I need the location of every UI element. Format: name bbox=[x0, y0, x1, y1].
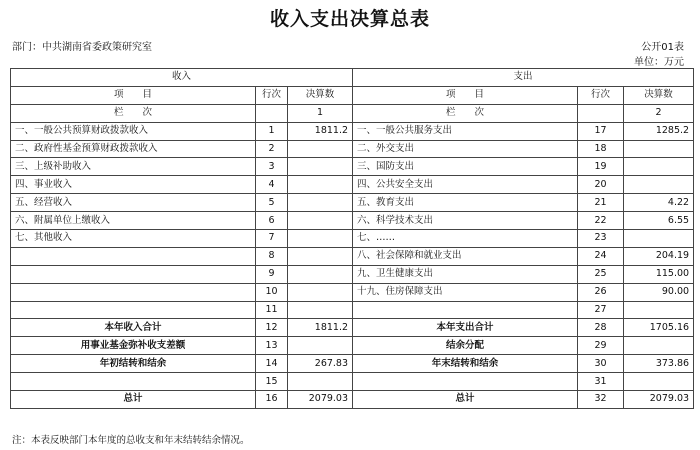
income-line-number: 8 bbox=[256, 247, 288, 265]
expense-amount: 115.00 bbox=[624, 265, 694, 283]
expense-amount-header: 决算数 bbox=[624, 86, 694, 104]
income-amount bbox=[288, 230, 353, 248]
expense-line-number: 31 bbox=[578, 373, 624, 391]
expense-total-amount: 1705.16 bbox=[624, 319, 694, 337]
income-grand-total-label: 总计 bbox=[11, 391, 256, 409]
footnote: 注：本表反映部门本年度的总收支和年末结转结余情况。 bbox=[12, 435, 250, 446]
expense-amount bbox=[624, 337, 694, 355]
income-lanci-label: 栏 次 bbox=[11, 104, 256, 122]
expense-amount bbox=[624, 301, 694, 319]
income-line-header: 行次 bbox=[256, 86, 288, 104]
expense-line-number: 29 bbox=[578, 337, 624, 355]
expense-lanci-label: 栏 次 bbox=[353, 104, 578, 122]
income-item-name: 二、政府性基金预算财政拨款收入 bbox=[11, 140, 256, 158]
department-label: 部门：中共湖南省委政策研究室 bbox=[12, 42, 152, 53]
expense-amount: 6.55 bbox=[624, 212, 694, 230]
income-item-name bbox=[11, 301, 256, 319]
income-item-name bbox=[11, 247, 256, 265]
income-line-number: 2 bbox=[256, 140, 288, 158]
expense-item-name bbox=[353, 301, 578, 319]
table-row bbox=[11, 158, 694, 176]
expense-grand-total-amount: 2079.03 bbox=[624, 391, 694, 409]
expense-item-name: 一、一般公共服务支出 bbox=[353, 122, 578, 140]
income-item-name: 一、一般公共预算财政拨款收入 bbox=[11, 122, 256, 140]
income-amount bbox=[288, 301, 353, 319]
expense-item-name: 二、外交支出 bbox=[353, 140, 578, 158]
expense-item-name: 七、…… bbox=[353, 230, 578, 248]
expense-col-number: 2 bbox=[624, 104, 694, 122]
expense-item-name bbox=[353, 373, 578, 391]
annual-total-row bbox=[11, 319, 694, 337]
income-item-name: 四、事业收入 bbox=[11, 176, 256, 194]
expense-line-number: 17 bbox=[578, 122, 624, 140]
expense-line-number: 18 bbox=[578, 140, 624, 158]
empty-cell bbox=[578, 104, 624, 122]
expense-line-number: 19 bbox=[578, 158, 624, 176]
expense-line-number: 20 bbox=[578, 176, 624, 194]
expense-line-number: 23 bbox=[578, 230, 624, 248]
income-item-name bbox=[11, 373, 256, 391]
income-amount bbox=[288, 176, 353, 194]
expense-item-header: 项 目 bbox=[353, 86, 578, 104]
expense-line-number: 21 bbox=[578, 194, 624, 212]
income-amount bbox=[288, 337, 353, 355]
column-header-row bbox=[11, 86, 694, 104]
expense-item-name: 四、公共安全支出 bbox=[353, 176, 578, 194]
summary-table bbox=[10, 68, 694, 409]
unit-label: 单位：万元 bbox=[634, 57, 684, 68]
income-col-number: 1 bbox=[288, 104, 353, 122]
income-line-number: 6 bbox=[256, 212, 288, 230]
income-line-number: 7 bbox=[256, 230, 288, 248]
income-line-number: 4 bbox=[256, 176, 288, 194]
report-title: 收入支出决算总表 bbox=[269, 8, 430, 30]
income-line-number: 9 bbox=[256, 265, 288, 283]
expense-item-name: 年末结转和结余 bbox=[353, 355, 578, 373]
table-row bbox=[11, 194, 694, 212]
income-amount: 1811.2 bbox=[288, 122, 353, 140]
table-row bbox=[11, 373, 694, 391]
table-row bbox=[11, 301, 694, 319]
expense-line-number: 26 bbox=[578, 283, 624, 301]
expense-amount: 204.19 bbox=[624, 247, 694, 265]
expense-header: 支出 bbox=[353, 69, 694, 87]
expense-grand-total-label: 总计 bbox=[353, 391, 578, 409]
expense-item-name: 结余分配 bbox=[353, 337, 578, 355]
income-total-amount: 1811.2 bbox=[288, 319, 353, 337]
income-amount-header: 决算数 bbox=[288, 86, 353, 104]
income-total-label: 本年收入合计 bbox=[11, 319, 256, 337]
income-amount bbox=[288, 265, 353, 283]
table-row bbox=[11, 176, 694, 194]
table-row bbox=[11, 140, 694, 158]
expense-amount: 373.86 bbox=[624, 355, 694, 373]
expense-amount bbox=[624, 373, 694, 391]
income-amount bbox=[288, 373, 353, 391]
expense-line-number: 25 bbox=[578, 265, 624, 283]
expense-total-line: 28 bbox=[578, 319, 624, 337]
income-line-number: 14 bbox=[256, 355, 288, 373]
table-row bbox=[11, 337, 694, 355]
expense-item-name: 五、教育支出 bbox=[353, 194, 578, 212]
expense-item-name: 十九、住房保障支出 bbox=[353, 283, 578, 301]
table-row bbox=[11, 283, 694, 301]
expense-amount: 90.00 bbox=[624, 283, 694, 301]
expense-item-name: 九、卫生健康支出 bbox=[353, 265, 578, 283]
table-row bbox=[11, 247, 694, 265]
income-line-number: 13 bbox=[256, 337, 288, 355]
income-amount bbox=[288, 158, 353, 176]
expense-amount bbox=[624, 176, 694, 194]
income-line-number: 3 bbox=[256, 158, 288, 176]
expense-line-number: 30 bbox=[578, 355, 624, 373]
expense-amount: 1285.2 bbox=[624, 122, 694, 140]
form-number: 公开01表 bbox=[641, 42, 684, 53]
income-amount bbox=[288, 212, 353, 230]
income-grand-total-line: 16 bbox=[256, 391, 288, 409]
income-line-number: 11 bbox=[256, 301, 288, 319]
income-item-name bbox=[11, 283, 256, 301]
expense-line-number: 24 bbox=[578, 247, 624, 265]
table-row bbox=[11, 355, 694, 373]
income-item-name: 七、其他收入 bbox=[11, 230, 256, 248]
expense-item-name: 三、国防支出 bbox=[353, 158, 578, 176]
expense-amount: 4.22 bbox=[624, 194, 694, 212]
income-item-name bbox=[11, 265, 256, 283]
expense-line-header: 行次 bbox=[578, 86, 624, 104]
expense-line-number: 22 bbox=[578, 212, 624, 230]
income-item-header: 项 目 bbox=[11, 86, 256, 104]
column-index-row bbox=[11, 104, 694, 122]
expense-amount bbox=[624, 158, 694, 176]
expense-amount bbox=[624, 140, 694, 158]
income-header: 收入 bbox=[11, 69, 353, 87]
income-amount bbox=[288, 247, 353, 265]
table-row bbox=[11, 212, 694, 230]
income-total-line: 12 bbox=[256, 319, 288, 337]
expense-item-name: 八、社会保障和就业支出 bbox=[353, 247, 578, 265]
income-item-name: 五、经营收入 bbox=[11, 194, 256, 212]
grand-total-row bbox=[11, 391, 694, 409]
section-header-row bbox=[11, 69, 694, 87]
table-row bbox=[11, 122, 694, 140]
expense-line-number: 27 bbox=[578, 301, 624, 319]
income-item-name: 年初结转和结余 bbox=[11, 355, 256, 373]
income-amount bbox=[288, 283, 353, 301]
expense-total-label: 本年支出合计 bbox=[353, 319, 578, 337]
income-line-number: 10 bbox=[256, 283, 288, 301]
income-line-number: 1 bbox=[256, 122, 288, 140]
empty-cell bbox=[256, 104, 288, 122]
expense-grand-total-line: 32 bbox=[578, 391, 624, 409]
income-amount bbox=[288, 140, 353, 158]
income-item-name: 用事业基金弥补收支差额 bbox=[11, 337, 256, 355]
income-amount bbox=[288, 194, 353, 212]
expense-amount bbox=[624, 230, 694, 248]
table-row bbox=[11, 265, 694, 283]
table-row bbox=[11, 230, 694, 248]
income-amount: 267.83 bbox=[288, 355, 353, 373]
income-line-number: 5 bbox=[256, 194, 288, 212]
income-item-name: 三、上级补助收入 bbox=[11, 158, 256, 176]
income-grand-total-amount: 2079.03 bbox=[288, 391, 353, 409]
income-item-name: 六、附属单位上缴收入 bbox=[11, 212, 256, 230]
income-line-number: 15 bbox=[256, 373, 288, 391]
expense-item-name: 六、科学技术支出 bbox=[353, 212, 578, 230]
